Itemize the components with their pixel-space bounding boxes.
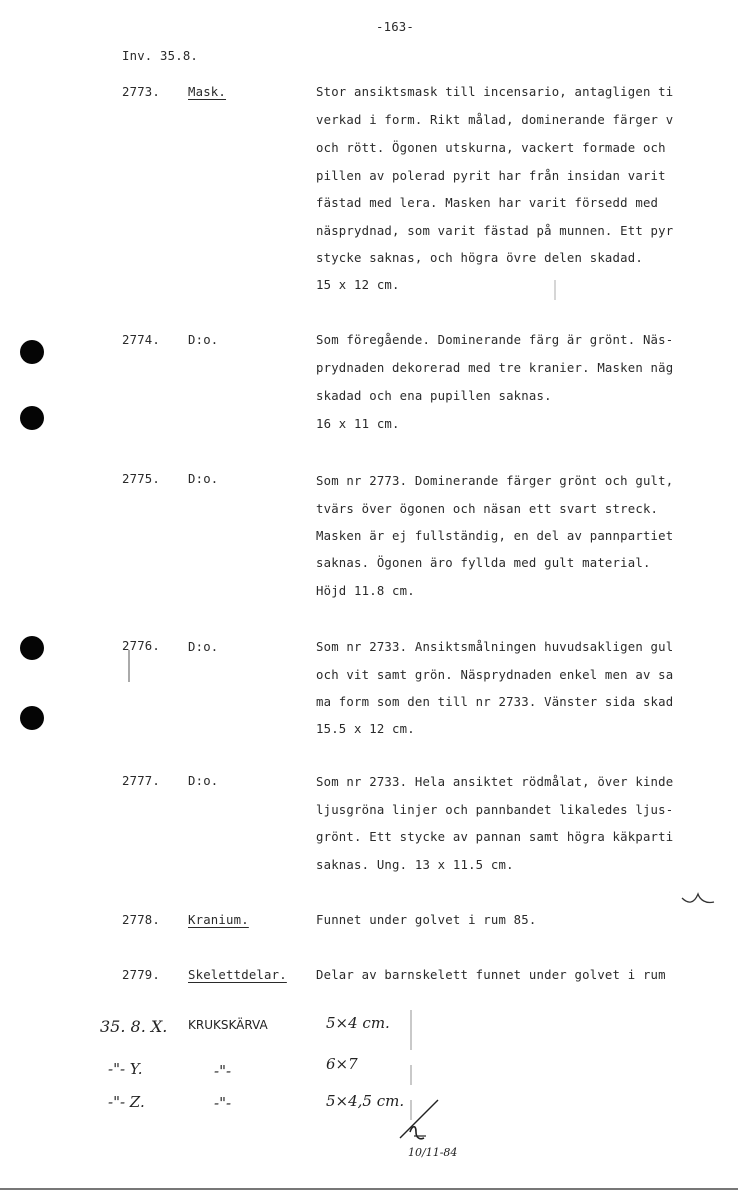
scan-edge-line — [0, 1188, 738, 1190]
entry-line: Som föregående. Dominerande färg är grönt. Näs- — [316, 333, 674, 347]
entry-name: Kranium. — [188, 913, 249, 927]
inventory-label: Inv. 35.8. — [122, 49, 199, 63]
handwritten-name: KRUKSKÄRVA — [188, 1018, 268, 1032]
entry-line: näsprydnad, som varit fästad på munnen. Ett pyr — [316, 224, 674, 238]
entry-number: 2779. — [122, 968, 161, 982]
entry-name: Mask. — [188, 85, 227, 99]
entry-line: tvärs över ögonen och näsan ett svart streck. — [316, 502, 659, 516]
scan-mark — [552, 280, 558, 300]
entry-line: Som nr 2733. Ansiktsmålningen huvudsakligen gul — [316, 640, 674, 654]
page-number: -163- — [376, 20, 415, 34]
entry-line: grönt. Ett stycke av pannan samt högra käkparti — [316, 830, 674, 844]
entry-line: Stor ansiktsmask till incensario, antagligen ti — [316, 85, 674, 99]
entry-line: ljusgröna linjer och pannbandet likaledes ljus- — [316, 803, 674, 817]
entry-line: Som nr 2773. Dominerande färger grönt och gult, — [316, 474, 674, 488]
entry-name: D:o. — [188, 472, 219, 486]
scan-mark — [408, 1010, 414, 1120]
entry-line: saknas. Ung. 13 x 11.5 cm. — [316, 858, 514, 872]
entry-line: Delar av barnskelett funnet under golvet i rum — [316, 968, 666, 982]
entry-line: pillen av polerad pyrit har från insidan varit — [316, 169, 666, 183]
entry-number: 2774. — [122, 333, 161, 347]
entry-line: stycke saknas, och högra övre delen skadad. — [316, 251, 643, 265]
entry-line: Höjd 11.8 cm. — [316, 584, 415, 598]
entry-number: 2777. — [122, 774, 161, 788]
entry-number: 2776. — [122, 639, 161, 653]
entry-line: ma form som den till nr 2733. Vänster sida skad — [316, 695, 674, 709]
entry-line: saknas. Ögonen äro fyllda med gult material. — [316, 556, 651, 570]
punch-hole — [20, 406, 44, 430]
handwritten-size: 5×4,5 cm. — [326, 1092, 405, 1110]
handwritten-name: -"- — [214, 1094, 232, 1112]
entry-line: Funnet under golvet i rum 85. — [316, 913, 537, 927]
punch-hole — [20, 636, 44, 660]
handwritten-number: -"- Z. — [108, 1093, 145, 1111]
entry-line: och vit samt grön. Näsprydnaden enkel men av sa — [316, 668, 674, 682]
entry-line: skadad och ena pupillen saknas. — [316, 389, 552, 403]
entry-name: Skelettdelar. — [188, 968, 287, 982]
entry-line: 15.5 x 12 cm. — [316, 722, 415, 736]
entry-line: fästad med lera. Masken har varit försedd med — [316, 196, 659, 210]
entry-name: D:o. — [188, 333, 219, 347]
entry-number: 2778. — [122, 913, 161, 927]
signature-mark — [390, 1098, 450, 1146]
punch-hole — [20, 706, 44, 730]
entry-line: verkad i form. Rikt målad, dominerande färger v — [316, 113, 674, 127]
handwritten-size: 5×4 cm. — [326, 1014, 390, 1032]
edge-mark — [126, 650, 132, 682]
punch-hole — [20, 340, 44, 364]
entry-line: och rött. Ögonen utskurna, vackert formade och — [316, 141, 666, 155]
entry-line: Masken är ej fullständig, en del av pannpartiet — [316, 529, 674, 543]
entry-line: prydnaden dekorerad med tre kranier. Masken näg — [316, 361, 674, 375]
handwritten-name: -"- — [214, 1062, 232, 1080]
handwritten-size: 6×7 — [326, 1055, 358, 1073]
entry-name: D:o. — [188, 640, 219, 654]
entry-line: 16 x 11 cm. — [316, 417, 400, 431]
entry-number: 2775. — [122, 472, 161, 486]
entry-line: Som nr 2733. Hela ansiktet rödmålat, över kinde — [316, 775, 674, 789]
signature-date: 10/11-84 — [408, 1146, 458, 1159]
entry-line: 15 x 12 cm. — [316, 278, 400, 292]
entry-number: 2773. — [122, 85, 161, 99]
entry-name: D:o. — [188, 774, 219, 788]
tick-mark — [680, 890, 716, 910]
handwritten-number: 35. 8. X. — [100, 1017, 168, 1036]
handwritten-number: -"- Y. — [108, 1060, 143, 1078]
